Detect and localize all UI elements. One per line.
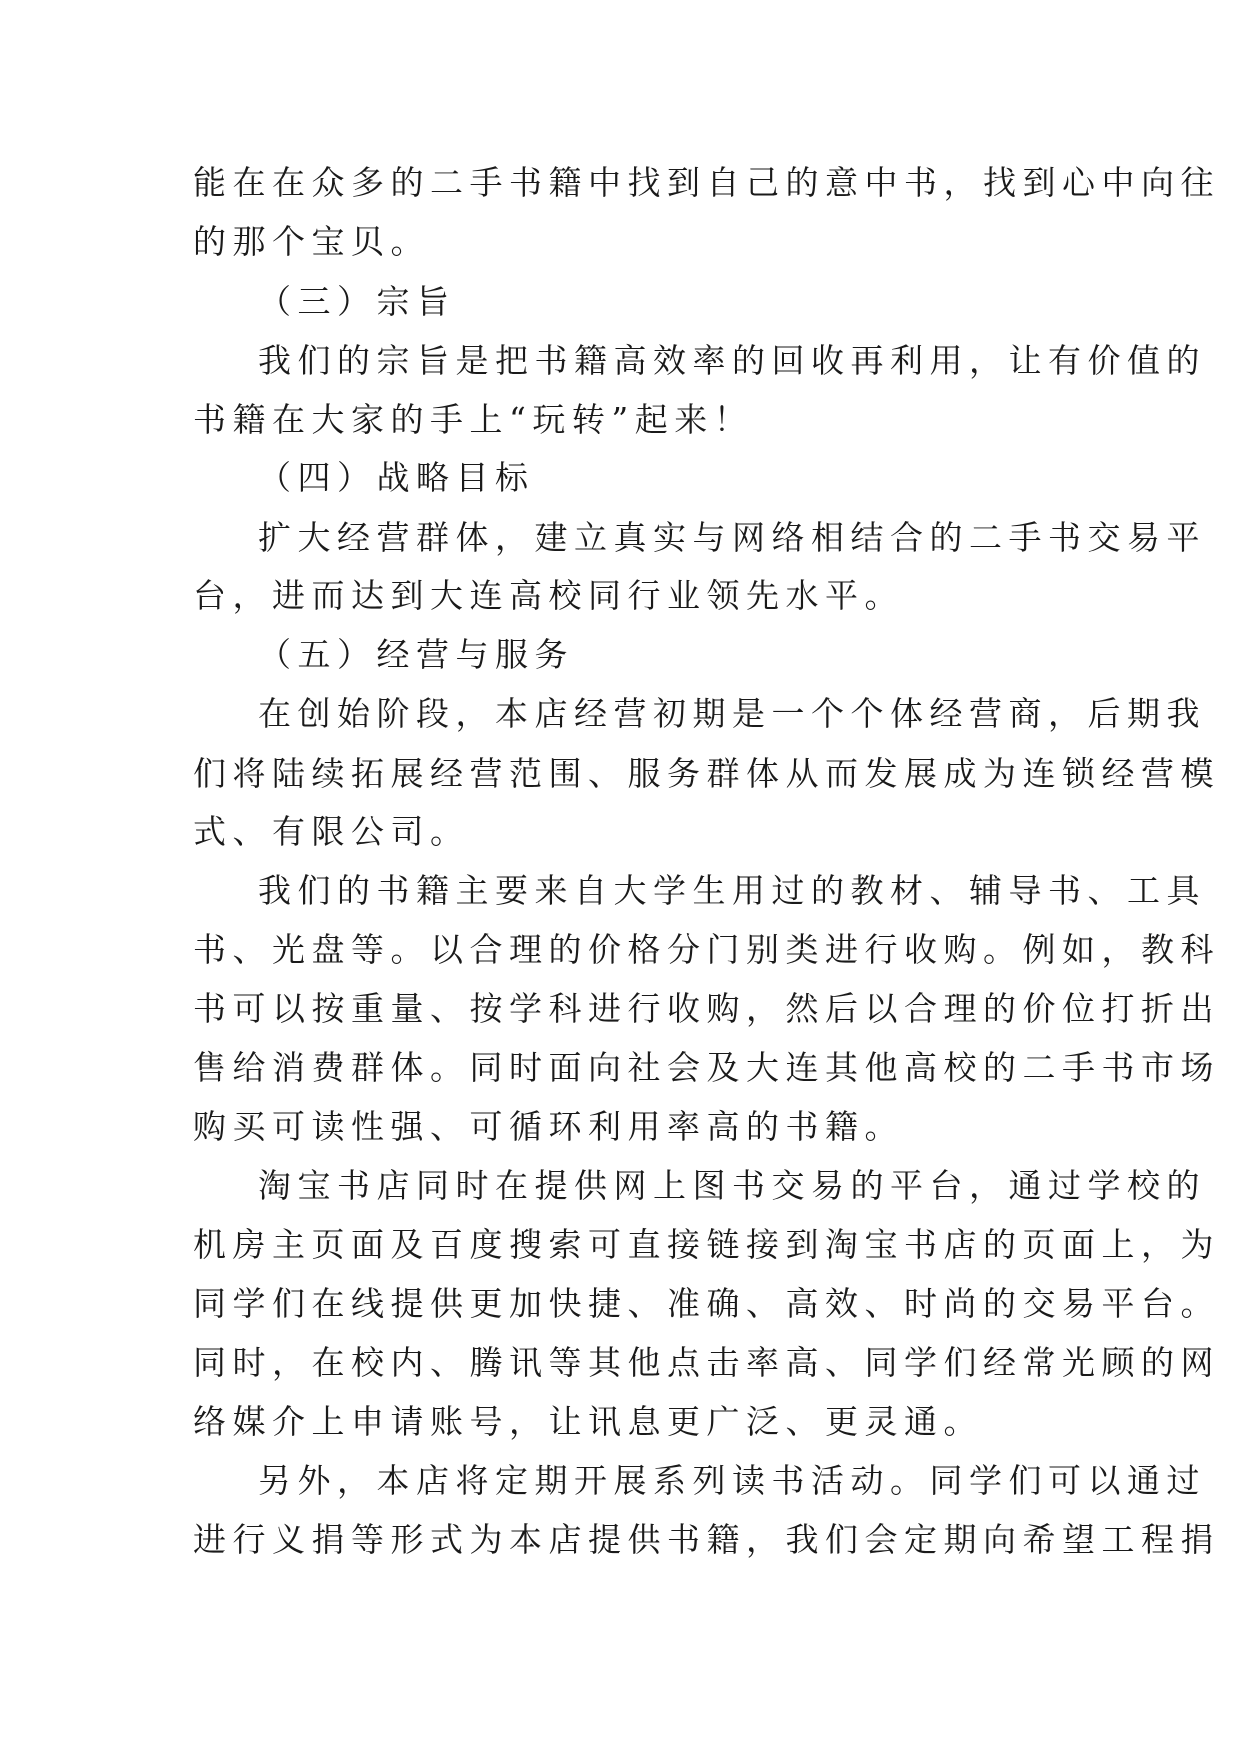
body-text-line: 能在在众多的二手书籍中找到自己的意中书，找到心中向往: [193, 163, 1220, 202]
body-text-line: 另外，本店将定期开展系列读书活动。同学们可以通过: [258, 1461, 1206, 1500]
section-heading-zongzhi: （三）宗旨: [258, 282, 456, 321]
section-heading-strategy: （四）战略目标: [258, 458, 535, 497]
body-text-line: 式、有限公司。: [193, 812, 470, 851]
body-text-line: 我们的宗旨是把书籍高效率的回收再利用，让有价值的: [258, 341, 1206, 380]
body-text-line: 书可以按重量、按学科进行收购，然后以合理的价位打折出: [193, 989, 1220, 1028]
body-text-line: 台，进而达到大连高校同行业领先水平。: [193, 576, 904, 615]
body-text-line: 在创始阶段，本店经营初期是一个个体经营商，后期我: [258, 694, 1206, 733]
body-text-line: 络媒介上申请账号，让讯息更广泛、更灵通。: [193, 1402, 983, 1441]
body-text-line: 购买可读性强、可循环利用率高的书籍。: [193, 1107, 904, 1146]
body-text-line: 扩大经营群体，建立真实与网络相结合的二手书交易平: [258, 518, 1206, 557]
body-text-line: 的那个宝贝。: [193, 222, 430, 261]
body-text-line: 们将陆续拓展经营范围、服务群体从而发展成为连锁经营模: [193, 754, 1220, 793]
body-text-line: 书、光盘等。以合理的价格分门别类进行收购。例如，教科: [193, 930, 1220, 969]
body-text-line: 书籍在大家的手上“玩转”起来！: [193, 400, 754, 439]
body-text-line: 进行义捐等形式为本店提供书籍，我们会定期向希望工程捐: [193, 1520, 1220, 1559]
body-text-line: 售给消费群体。同时面向社会及大连其他高校的二手书市场: [193, 1048, 1220, 1087]
body-text-line: 同学们在线提供更加快捷、准确、高效、时尚的交易平台。: [193, 1284, 1220, 1323]
body-text-line: 淘宝书店同时在提供网上图书交易的平台，通过学校的: [258, 1166, 1206, 1205]
body-text-line: 机房主页面及百度搜索可直接链接到淘宝书店的页面上，为: [193, 1225, 1220, 1264]
body-text-line: 同时，在校内、腾讯等其他点击率高、同学们经常光顾的网: [193, 1343, 1220, 1382]
body-text-line: 我们的书籍主要来自大学生用过的教材、辅导书、工具: [258, 871, 1206, 910]
section-heading-operations: （五）经营与服务: [258, 635, 574, 674]
